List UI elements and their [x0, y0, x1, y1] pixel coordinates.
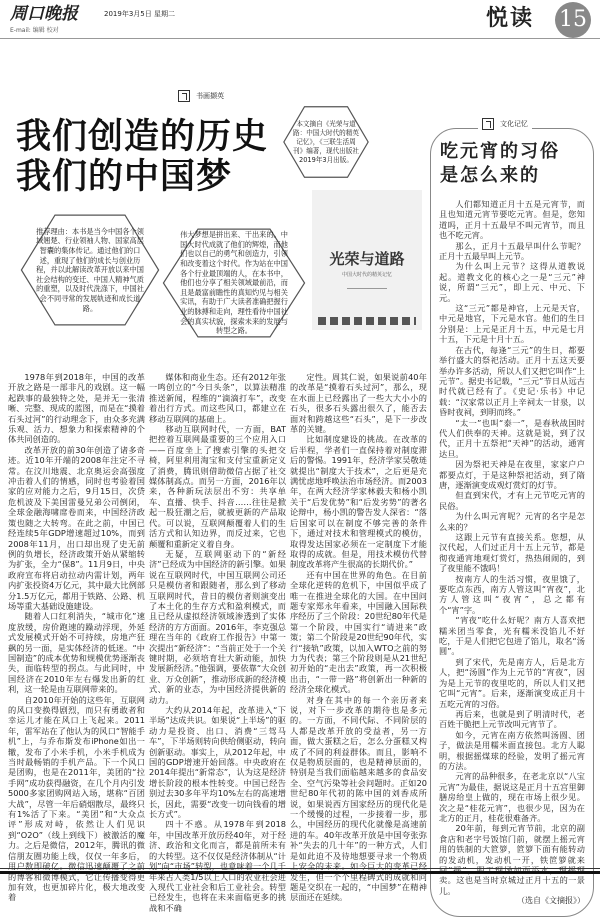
section-name: 悦读: [486, 5, 535, 31]
paragraph: “太一”也叫“泰一”，是春秋战国时代人们供奉的天神。这就是说，到了汉代，正月十五祭祀“天神”的活动，通宵达旦。: [439, 417, 585, 459]
paragraph: 移动互联网时代，一方面，BAT把控着互联网最重要的三个应用入口——百度坐上了搜索引擎的头把交椅，阿里利用淘宝和支付宝重新定义了消费，腾讯则借助微信占据了社交媒体制高点。而另一方面，2016年以来，各种新玩法层出不穷：共享单车、直播、快手、抖音……往往是掀起一股狂潮之后，就被更新的产品取代。可以说，互联网颠覆着人们的生活方式和认知边界，而反过来，它也颠覆和重新定义着自身。: [149, 424, 286, 549]
masthead-contact: E-mail: 编辑 校对: [10, 27, 59, 34]
title-line: 是怎么来的: [440, 165, 540, 186]
paragraph: 无疑，互联网驱动下的“新经济”已经成为中国经济的新引擎。如果说在互联网时代，中国互联网公司还只是模仿者和跟随者，那么到了移动互联网时代，昔日的模仿者则演变出了本土化的生存方式和盈利模式，而且已经从虚拟经济领域渗透到了实体经济的方方面面。2016年，李克强总理在当年的《政府工作报告》中第一次提出“新经济”：“当前正处于一个关键时期，必须培育壮大新动能，加快发展新经济。”他强调，要依靠“大众创业、万众创新”，推动形成新的经济模式、新的业态，为中国经济提供新的动力。: [149, 548, 286, 705]
sidebar-tag-label: 文化记忆: [500, 119, 528, 128]
paragraph: 媒体和商业生态。还有2012年张一鸣创立的“今日头条”，以算法精准推送新闻，程维的“滴滴打车”，改变着出行方式。而这些风口，都建立在移动互联网的基础上。: [149, 372, 286, 424]
paragraph: 改革开放的前30年创造了诸多奇迹。近10年开端的2008年注定不寻常。在汶川地震、北京奥运会高强度冲击着人们的情感，同时也考验着国家的应对能力之后，9月15日，次贷危机波及下美国雷曼兄弟公司倒闭，全球金融海啸席卷而来，中国经济政策也随之大转弯。在此之前，中国已经连续5年GDP增速超过10%，而到2008年11月，出口却出现了史无前例的负增长，经济政策开始从紧缩转为扩张，全力“保8”。11月9日，中央政府宣布将启动拉动内需计划，两年内扩张投资4万亿元，其中最大比例部分1.5万亿元，都用于铁路、公路、机场等重大基础设施建设。: [8, 444, 145, 611]
source-note: 本文摘自《光荣与道路：中国大时代的精英记忆》，《三联生活周刊》编著，现代出版社2019年3月出版。: [283, 106, 369, 178]
book-title: 光荣与道路: [329, 250, 405, 268]
footer-rule-thick: [0, 871, 600, 874]
sidebar-article-box: [430, 128, 594, 917]
article-title: [16, 117, 268, 197]
paragraph: 自2010年开始的这些年，互联网的风口变换得剧烈，而只有勇敢者和幸运儿才能在风口上飞起来。2011年，雷军站在了他认为的风口“智能手机”上，与乔布斯发布iPhone如出一辙，发布了小米手机，小米手机成为当时最畅销的手机产品。下一个风口是团购，也是在2011年，美团的“拉手网”成功获得融资，在几个月内引发5000多家团购网站入场，堪称“百团大战”，尽管一年后硝烟散尽，最终只有1%活了下来。“美团”和“大众点评”形成对峙，依然让人们见识到“O2O”（线上到线下）被激活的魔力。之后是微信，2012年，腾讯的微信朋友圈功能上线，仅仅一年多后，用户数即破亿。微信迅速颠覆了之前的博客和微博模式，它让传播变得更加有效，也更加碎片化，极大地改变着: [8, 694, 145, 903]
paragraph: 对身在其中的每一个亲历者来说，对下一步改革的期待也是多元的。一方面，不同代际、不同阶层的人都是改革开放的受益者，另一方面，做大蛋糕之后，怎么分蛋糕又构成了不同的利益群体。而且，影响不仅是物质层面的，也是精神层面的，特别是当我们面临越来越多的食品安全、空气污染等社会问题时。正如20世纪80年代初的陈中国的刘香成所说，如果说西方国家经历的现代化是一个缓慢的过程，一步接着一步，那么，中国经历的现代化就像是高速前进的车。40年改革开放是中国夸张弥补“失去的几十年”的一种方式，人们是如此迫不及待地想要寻求一个物质上安全的未来。如今巨大的变革已经发生，但一个个里程碑式的成就和问题是交织在一起的，“中国梦”在精神层面还在延续。: [290, 694, 427, 903]
paragraph: 1978年到2018年，中国的改革开放之路是一部非凡的戏剧。这一幅起跌事的最独特之处，是并无一张清晰、完整、现成的蓝图，而是在“摸着石头过河”的行动理念下，由众多充满乐观、活力、想象力和探索精神的个体共同创造的。: [8, 372, 145, 445]
paragraph: 随着人口红利消失，“城市化”速度放缓，房价跑速的躁动浮现，外延式发展模式开始不可持续，房地产狂飙的另一面，是实体经济的低迷。“中国制造”的成本优势和规模优势逐渐丧失，面临转型的拐点。与此同时，中国经济在2010年左右爆发出新的红利，这一轮是由互联网带来的。: [8, 611, 145, 695]
paragraph: 为什么叫上元节？这得从道教说起。道教文化的核心之一是“三元”神说，所谓“三元”，即上元、中元、下元。: [439, 261, 585, 303]
tag-icon: [482, 118, 494, 130]
paragraph: 但直到宋代，才有上元节吃元宵的民俗。: [439, 490, 585, 511]
book-subtitle: 中国大时代的精英记忆: [341, 272, 392, 278]
newspaper-logo: 周口晚报: [10, 4, 78, 24]
paragraph: 还有中国在世界的角色。在目前全球化逆转的危机下，中国似乎成了唯一在推进全球化的大国。在中国问题专家郑永年看来，中国融入国际秩序经历了三个阶段：20世纪80年代是第一个阶段，中国实行“请进来”政策；第二个阶段是20世纪90年代，实行“接轨”政策，以加入WTO之前的努力为代表；第三个阶段则是从21世纪初开始的“走出去”政策，再一次积极出击，“一带一路”将创新出一种新的经济全球化模式。: [290, 569, 427, 695]
paragraph: 20年前，每到元宵节前，北京的副食店和老字号饭馆门前，就摆上摇元宵用的铁制的大笸箩，笸箩下面有能转动的发动机，发动机一开，铁笸箩就来回“摇”，职工现场加面添水，现摇现卖。这也是当时京城过正月十五的一景儿。: [439, 823, 585, 896]
paragraph: 这跟上元节有直接关系。您想，从汉代起，人们过正月十五上元节，都是彻夜通宵地观灯赏灯，热热闹闹的，到了夜里能不饿吗！: [439, 532, 585, 574]
book-cover-image: [312, 190, 422, 330]
title-line: 我们创造的历史: [16, 116, 269, 157]
paragraph: 定性。周其仁说，如果说前40年的改革是“摸着石头过河”，那么，现在水面上已经露出了一些大大小小的石头，很多石头露出很久了，能否去面对和跨越这些“石头”，是下一步改革的关键。: [290, 372, 427, 435]
paragraph: 到了宋代，先是南方人，后是北方人，把“汤圆”作为上元节的“宵夜”，因为是上元节的夜里吃的，所以人们又把它叫“元宵”。后来，逐渐演变成正月十五吃元宵的习俗。: [439, 656, 585, 709]
footer-rule: [0, 868, 600, 869]
paragraph: 比如制度建设的挑战。在改革的后半程，学者们一直保持着对制度滞后的警惕。1991年，经济学家吴敬琏就提出“制度大于技术”，之后更是充满忧虑地呼唤法治市场经济。而2003年，在两大经济学家林毅夫和杨小凯关于“后发优势”和“后发劣势”的著名论辩中，杨小凯的警告发人深省：“落后国家可以在制度不够完善的条件下，通过对技术和管理模式的模仿，取得发达国家必须在一定制度下才能取得的成就。但是，用技术模仿代替制度改革将产生很高的长期代价。”: [290, 434, 427, 570]
article-blurb: 伟大梦想是拼出来、干出来的。中国大时代成就了他们的辉煌，而他们也以自己的勇气和创造力，引领和改变着这个时代。作为站在中国各个行业最顶端的人，在本书中，他们也分享了相关领域最前沿，而且是最富前瞻性的真知灼见与相关实讯，有助于广大读者准确把握行业的脉搏和走向，理性看待中国社会的真实状貌，探索未来的发展与转型之路。: [162, 228, 306, 338]
paragraph: 因为祭祀天神是在夜里，家家户户都要点灯，于是这种祭祀活动，到了隋唐，逐渐演变成观灯赏灯的灯节。: [439, 459, 585, 490]
article-column-2: [149, 372, 286, 913]
recommend-reason: 推荐理由：本书是当今中国各个领域翘楚、行业领袖人物、国家高层智囊的集体传记。通过他们的口述，重现了他们的成长与创业历程，并以此解读改革开放以来中国社会结构的变迁、中国人精神气质的重塑，以及时代洗涤下，中国社会不同寻常的发展轨迹和成长道路。: [20, 214, 160, 326]
paragraph: 按南方人的生活习惯，夜里饿了，要吃点东西，南方人管这叫“宵夜”，北方人管这叫“夜宵”，总之都有个“宵”字。: [439, 573, 585, 615]
tag-icon: [178, 90, 190, 102]
page-number: 15: [555, 2, 591, 38]
title-line: 我们的中国梦: [16, 156, 233, 197]
sidebar-tag: [478, 118, 532, 130]
paragraph: 元宵的品种很多，在老北京以“八宝元宵”为最佳，据说这是正月十五宫里御膳房给皇上做的，现在市场上很少见。次之是“桂花元宵”，也很少见，因为在北方的正月，桂花很难备齐。: [439, 771, 585, 823]
paragraph: 在古代，每逢“三元”的生日，都要举行盛大的祭祀活动。正月十五这天要举办许多活动，所以人们又把它叫作“上元节”。据史书记载，“三元”节日从远古时代就已经有了。《史记·乐书》中记载：“汉家常以正月上辛祠太一甘泉，以昏时夜祠，到明而终。”: [439, 344, 585, 418]
header-divider: [0, 38, 600, 39]
article-source: （选自《文摘报》）: [517, 896, 585, 906]
paragraph: 如今，元宵在南方依然叫汤圆、团子，做法是用糯米面直接包。北方人聪明，根据摇煤球的经验，发明了摇元宵的方法。: [439, 729, 585, 771]
paragraph: 四十不惑。从1978年到2018年，中国改革开放历经40年，对于经济、政治和文化而言，都是前所未有的大转型。这不仅仅是经济体制从“计划”向“市场”转型，也意味着一个几千年来占人类1/5以上人口的农业社会进入现代工业社会和后工业社会。转型已经发生，也将在未来面临更多的挑战和不确: [149, 819, 286, 913]
paragraph: “宵夜”吃什么好呢？南方人喜欢把糯米团当零食，光有糯米没馅儿不好吃，于是人们把它包进了馅儿，取名“汤圆”。: [439, 615, 585, 657]
title-line: 吃元宵的习俗: [440, 141, 560, 162]
paragraph: 这“三元”都是神官，上元是天官，中元是地官，下元是水官。他们的生日分别是：上元是正月十五，中元是七月十五，下元是十月十五。: [439, 303, 585, 345]
article-column-3: [290, 372, 427, 903]
section-tag-label: 书画撷英: [196, 91, 224, 100]
sidebar-article-body: [439, 199, 585, 896]
paragraph: 人们都知道正月十五是元宵节，而且也知道元宵节要吃元宵。但是，您知道吗，正月十五最早不叫元宵节，而且也不吃元宵。: [439, 199, 585, 241]
paragraph: 为什么叫元宵呢？元宵的名字是怎么来的？: [439, 511, 585, 532]
section-tag: [178, 90, 224, 102]
paragraph: 再后来，也就是到了明清时代，老百姓干脆把上元节改叫元宵节了。: [439, 708, 585, 730]
paragraph: 大约从2014年起，改革进入“下半场”达成共识。如果说“上半场”的驱动力是投资、出口、消费“三驾马车”，下半场则转向供给侧驱动，转向创新驱动。事实上，从2012年起，中国的GDP增速开始回落。中央政府在2014年提出“新常态”，认为这是经济增长阶段的根本性转变。中国已经告别过去30多年平均10%左右的高速增长，因此，需要“改变一切向钱看的增长方式”。: [149, 705, 286, 820]
sidebar-article-title: [440, 140, 560, 188]
paragraph: 那么，正月十五最早叫什么节呢？正月十五最早叫上元节。: [439, 240, 585, 262]
issue-date: 2019年3月5日 星期二: [104, 10, 175, 18]
article-column-1: [8, 372, 145, 903]
